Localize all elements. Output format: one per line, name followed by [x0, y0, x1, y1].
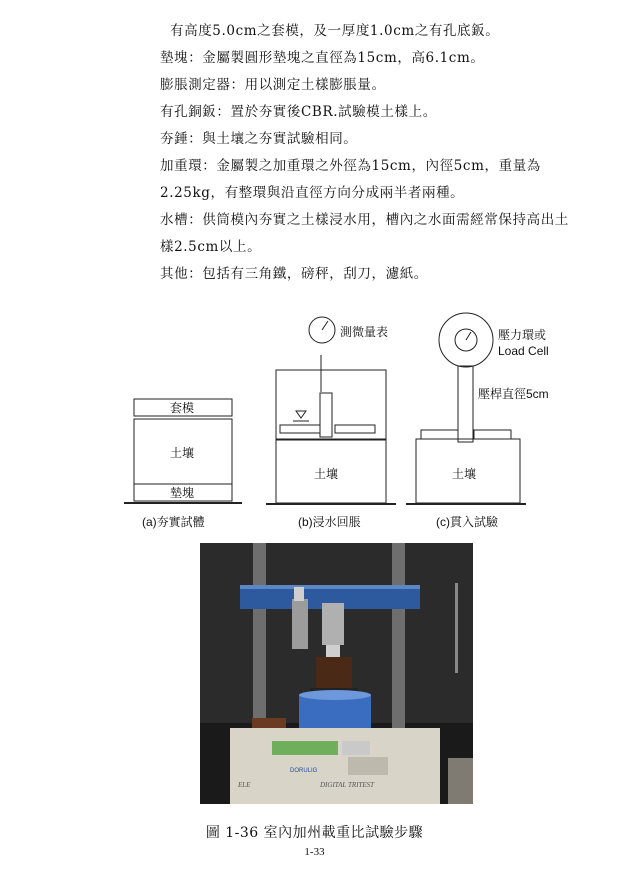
perforated-plate-right — [335, 425, 375, 433]
text-line: 夯錘：與土壤之夯實試驗相同。 — [160, 131, 358, 147]
label-ring-1: 壓力環或 — [498, 328, 547, 342]
label-dial: 測微量表 — [340, 325, 389, 339]
text-line: 加重環：金屬製之加重環之外徑為15cm，內徑5cm，重量為 — [160, 158, 541, 174]
panel-logo: DORULIG — [290, 768, 318, 774]
label-soil-a: 土壤 — [170, 446, 195, 460]
text-line: 樣2.5cm以上。 — [160, 239, 262, 255]
weight-left — [421, 430, 458, 439]
label-caption-a: (a)夯實試體 — [142, 515, 205, 529]
panel-title: DIGITAL TRITEST — [320, 781, 375, 789]
page-number: 1-33 — [304, 846, 325, 858]
text-line: 有孔銅鈑：置於夯實後CBR.試驗模土樣上。 — [160, 104, 437, 120]
panel-brand: ELE — [238, 781, 251, 789]
text-line: 其他：包括有三角鐵，磅秤，刮刀，濾紙。 — [160, 266, 428, 282]
collar-b — [276, 370, 386, 440]
cbr-machine-photo — [200, 543, 473, 804]
perforated-plate-left — [280, 425, 320, 433]
cbr-diagram — [110, 308, 549, 534]
label-caption-b: (b)浸水回脹 — [298, 515, 361, 529]
label-soil-c: 土壤 — [452, 467, 477, 481]
stem — [320, 393, 332, 437]
label-ring-2: Load Cell — [498, 344, 549, 358]
text-line: 水槽：供筒模內夯實之土樣浸水用，槽內之水面需經常保持高出土 — [160, 212, 569, 228]
text-line: 墊塊：金屬製圓形墊塊之直徑為15cm，高6.1cm。 — [160, 50, 485, 66]
weight-right — [474, 430, 511, 439]
piston — [458, 366, 473, 442]
water-level-icon — [296, 411, 306, 418]
text-line: 2.25kg，有整環與沿直徑方向分成兩半者兩種。 — [160, 185, 465, 201]
text-line: 膨脹測定器：用以測定土樣膨脹量。 — [160, 77, 386, 93]
label-spacer: 墊塊 — [170, 486, 195, 500]
label-piston: 壓桿直徑5cm — [478, 387, 549, 401]
text-line: 有高度5.0cm之套模，及一厚度1.0cm之有孔底鈑。 — [170, 23, 500, 39]
label-caption-c: (c)貫入試驗 — [436, 515, 498, 529]
label-soil-b: 土壤 — [314, 467, 339, 481]
figure-caption: 圖 1-36 室內加州載重比試驗步驟 — [205, 825, 424, 841]
label-collar: 套模 — [170, 401, 195, 415]
